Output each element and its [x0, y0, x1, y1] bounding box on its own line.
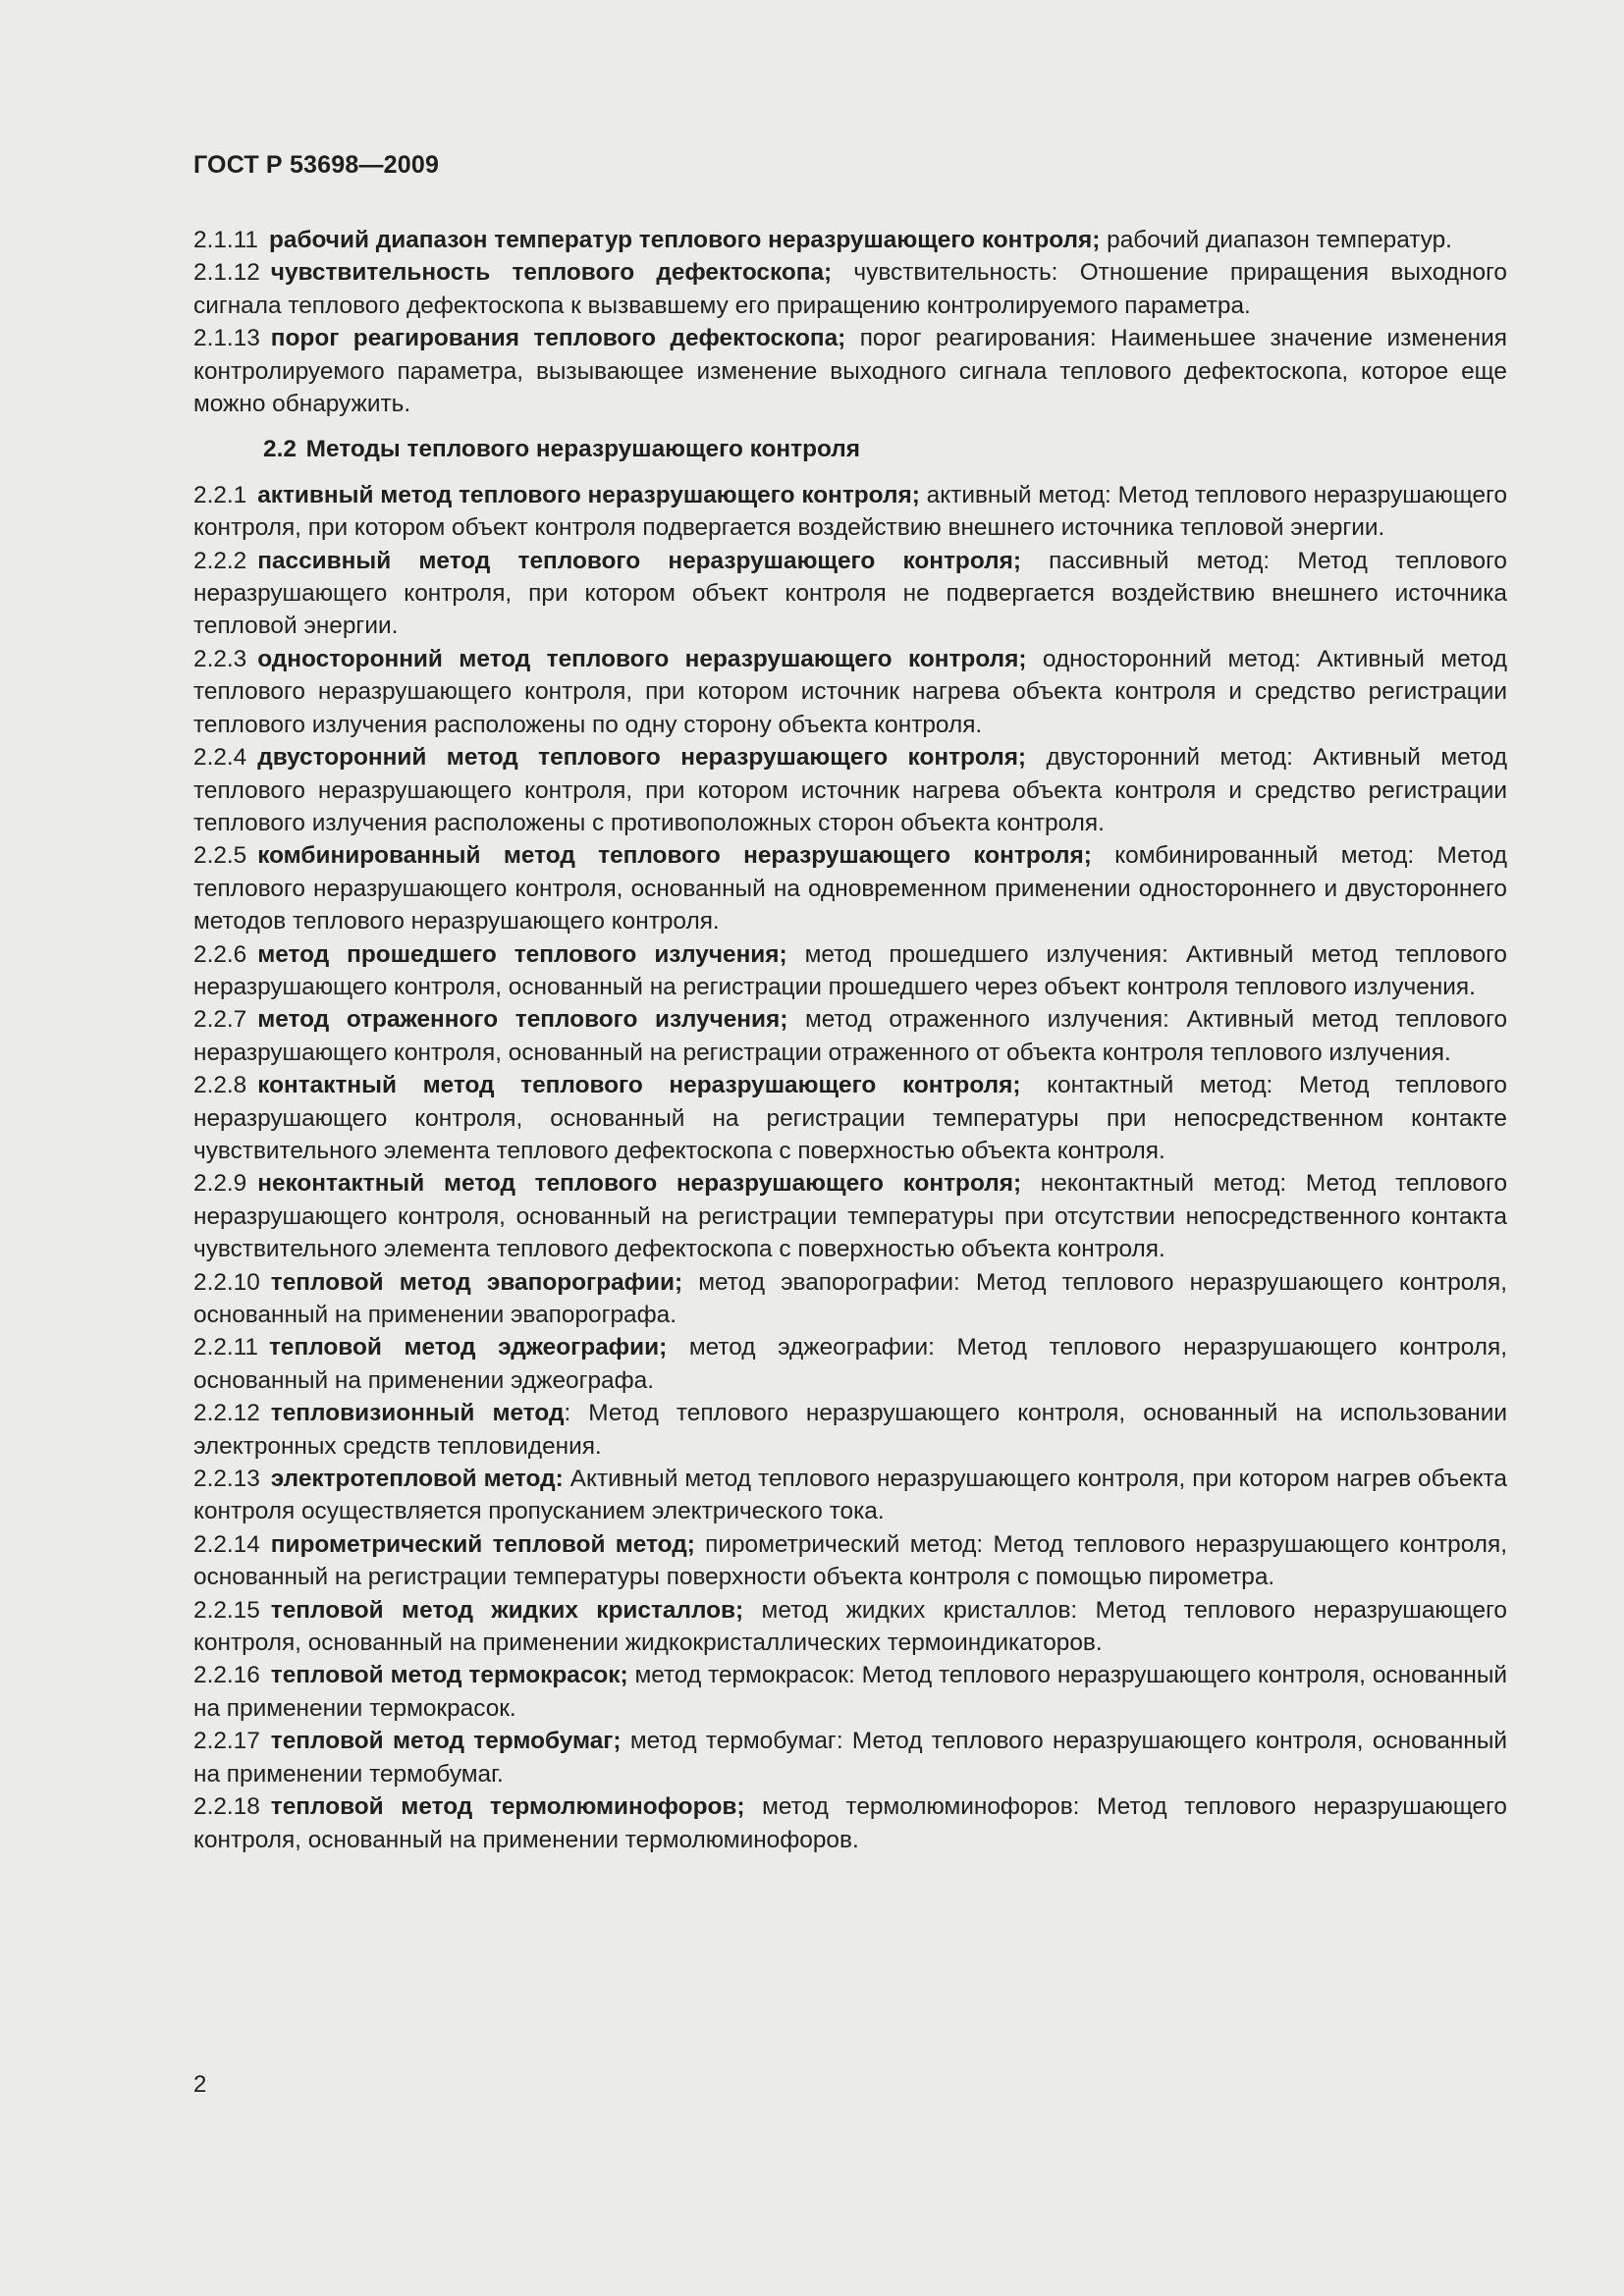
entry-term: комбинированный метод теплового неразрушающего контроля; [257, 842, 1092, 870]
definition-entry-2-2-13 [193, 1463, 1507, 1528]
definition-entry-2-2-6 [193, 938, 1507, 1004]
entry-number: 2.2.15 [193, 1596, 260, 1624]
definition-entry-2-2-8 [193, 1069, 1507, 1167]
entry-text: метод термобумаг: Метод теплового неразрушающего контроля, основанный на применении термобумаг. [193, 1728, 1508, 1788]
entry-term: контактный метод теплового неразрушающего контроля; [257, 1072, 1021, 1099]
entry-text: : Метод теплового неразрушающего контроля, основанный на использовании электронных средств тепловидения. [193, 1400, 1507, 1460]
entry-number: 2.2.10 [193, 1268, 260, 1296]
entry-term: метод прошедшего теплового излучения; [257, 940, 787, 968]
definition-entry-2-2-2 [193, 545, 1507, 643]
entry-number: 2.2.11 [193, 1334, 259, 1362]
definition-entry-2-1-11 [193, 224, 1507, 256]
entry-text: метод эвапорографии: Метод теплового неразрушающего контроля, основанный на применении эвапорографа. [193, 1268, 1507, 1328]
definition-entry-2-2-16 [193, 1659, 1507, 1725]
entry-text: метод жидких кристаллов: Метод теплового неразрушающего контроля, основанный на применении жидкокристаллических термоиндикаторов. [193, 1596, 1507, 1657]
entry-text: активный метод: Метод теплового неразрушающего контроля, при котором объект контроля подвергается воздействию внешнего источника тепловой энергии. [193, 481, 1508, 542]
definition-entry-2-2-7 [193, 1003, 1507, 1069]
entry-text: метод эджеографии: Метод теплового неразрушающего контроля, основанный на применении эджеографа. [193, 1334, 1507, 1394]
definition-entry-2-2-5 [193, 839, 1507, 937]
definitions-section-2-1 [193, 224, 1507, 420]
entry-number: 2.1.12 [193, 259, 260, 287]
definition-entry-2-2-3 [193, 643, 1507, 741]
entry-text: рабочий диапазон температур. [1100, 227, 1452, 253]
entry-number: 2.2.2 [193, 547, 247, 574]
document-body [193, 224, 1507, 1856]
entry-text: контактный метод: Метод теплового неразрушающего контроля, основанный на регистрации температуры при непосредственном контакте чувствительного элемента теплового дефектоскопа с поверхностью объекта контроля. [193, 1072, 1507, 1164]
entry-term: порог реагирования теплового дефектоскопа; [270, 325, 846, 352]
entry-text: порог реагирования: Наименьшее значение изменения контролируемого параметра, вызывающее изменение выходного сигнала теплового дефектоскопа, которое еще можно обнаружить. [193, 325, 1507, 418]
entry-text: Активный метод теплового неразрушающего контроля, при котором нагрев объекта контроля осуществляется пропусканием электрического тока. [193, 1466, 1507, 1525]
entry-number: 2.1.11 [193, 227, 259, 253]
definition-entry-2-2-12 [193, 1397, 1507, 1463]
entry-number: 2.2.3 [193, 645, 247, 672]
entry-text: комбинированный метод: Метод теплового неразрушающего контроля, основанный на одновременном применении одностороннего и двустороннего методов теплового неразрушающего контроля. [193, 842, 1507, 935]
entry-term: рабочий диапазон температур теплового неразрушающего контроля; [268, 227, 1101, 253]
entry-term: чувствительность теплового дефектоскопа; [270, 259, 833, 287]
entry-term: тепловой метод термокрасок; [270, 1662, 628, 1689]
entry-text: метод отраженного излучения: Активный метод теплового неразрушающего контроля, основанный на регистрации отраженного от объекта контроля теплового излучения. [193, 1006, 1508, 1066]
entry-number: 2.2.5 [193, 842, 247, 870]
page-number: 2 [193, 2071, 207, 2098]
definition-entry-2-2-11 [193, 1331, 1507, 1397]
definition-entry-2-2-15 [193, 1594, 1507, 1660]
entry-term: тепловой метод жидких кристаллов; [270, 1596, 744, 1624]
entry-term: пассивный метод теплового неразрушающего контроля; [257, 547, 1021, 574]
definition-entry-2-2-1 [193, 479, 1507, 545]
entry-term: тепловой метод термолюминофоров; [270, 1793, 745, 1821]
entry-term: тепловой метод эвапорографии; [270, 1268, 683, 1296]
section-heading [263, 433, 1507, 465]
entry-text: метод термолюминофоров: Метод теплового неразрушающего контроля, основанный на применении термолюминофоров. [193, 1793, 1507, 1853]
entry-term: электротепловой метод: [270, 1466, 564, 1493]
definition-entry-2-2-17 [193, 1725, 1507, 1790]
section-number: 2.2 [263, 436, 297, 463]
definition-entry-2-2-14 [193, 1528, 1507, 1594]
entry-text: пассивный метод: Метод теплового неразрушающего контроля, при котором объект контроля не подвергается воздействию внешнего источника тепловой энергии. [193, 547, 1507, 640]
document-header: ГОСТ Р 53698—2009 [193, 151, 440, 179]
entry-term: тепловой метод эджеографии; [268, 1334, 668, 1362]
entry-term: метод отраженного теплового излучения; [257, 1006, 788, 1034]
entry-term: неконтактный метод теплового неразрушающего контроля; [257, 1170, 1022, 1198]
definition-entry-2-2-9 [193, 1167, 1507, 1265]
entry-text: метод прошедшего излучения: Активный метод теплового неразрушающего контроля, основанный на регистрации прошедшего через объект контроля теплового излучения. [193, 940, 1507, 1000]
entry-text: двусторонний метод: Активный метод теплового неразрушающего контроля, при котором источник нагрева объекта контроля и средство регистрации теплового излучения расположены с противоположных сторон объекта контроля. [193, 744, 1507, 836]
entry-term: активный метод теплового неразрушающего контроля; [257, 481, 920, 508]
definition-entry-2-1-13 [193, 322, 1507, 420]
definitions-section-2-2 [193, 479, 1507, 1856]
entry-text: пирометрический метод: Метод теплового неразрушающего контроля, основанный на регистрации температуры поверхности объекта контроля с помощью пирометра. [193, 1530, 1507, 1591]
entry-number: 2.2.18 [193, 1793, 260, 1821]
entry-number: 2.2.6 [193, 940, 247, 968]
entry-text: односторонний метод: Активный метод теплового неразрушающего контроля, при котором источник нагрева объекта контроля и средство регистрации теплового излучения расположены по одну сторону объекта контроля. [193, 645, 1507, 738]
entry-number: 2.2.7 [193, 1006, 247, 1034]
entry-number: 2.2.1 [193, 481, 247, 508]
entry-term: односторонний метод теплового неразрушающего контроля; [257, 645, 1027, 672]
definition-entry-2-2-10 [193, 1266, 1507, 1332]
entry-term: двусторонний метод теплового неразрушающего контроля; [257, 744, 1027, 772]
entry-term: тепловизионный метод [270, 1400, 565, 1427]
entry-number: 2.2.9 [193, 1170, 247, 1198]
entry-number: 2.1.13 [193, 325, 260, 352]
entry-text: неконтактный метод: Метод теплового неразрушающего контроля, основанный на регистрации температуры при отсутствии непосредственного контакта чувствительного элемента теплового дефектоскопа с поверхностью объекта контроля. [193, 1170, 1508, 1263]
definition-entry-2-2-18 [193, 1790, 1507, 1856]
entry-number: 2.2.14 [193, 1530, 260, 1558]
entry-number: 2.2.4 [193, 744, 247, 772]
entry-number: 2.2.16 [193, 1662, 260, 1689]
definition-entry-2-1-12 [193, 256, 1507, 322]
entry-number: 2.2.12 [193, 1400, 260, 1427]
entry-term: тепловой метод термобумаг; [270, 1728, 622, 1755]
section-title: Методы теплового неразрушающего контроля [305, 436, 861, 463]
definition-entry-2-2-4 [193, 741, 1507, 839]
entry-term: пирометрический тепловой метод; [270, 1530, 695, 1558]
entry-text: метод термокрасок: Метод теплового неразрушающего контроля, основанный на применении термокрасок. [193, 1662, 1507, 1722]
entry-number: 2.2.17 [193, 1728, 260, 1755]
entry-number: 2.2.8 [193, 1072, 247, 1099]
entry-number: 2.2.13 [193, 1466, 260, 1493]
entry-text: чувствительность: Отношение приращения выходного сигнала теплового дефектоскопа к вызвавшему его приращению контролируемого параметра. [193, 259, 1508, 319]
